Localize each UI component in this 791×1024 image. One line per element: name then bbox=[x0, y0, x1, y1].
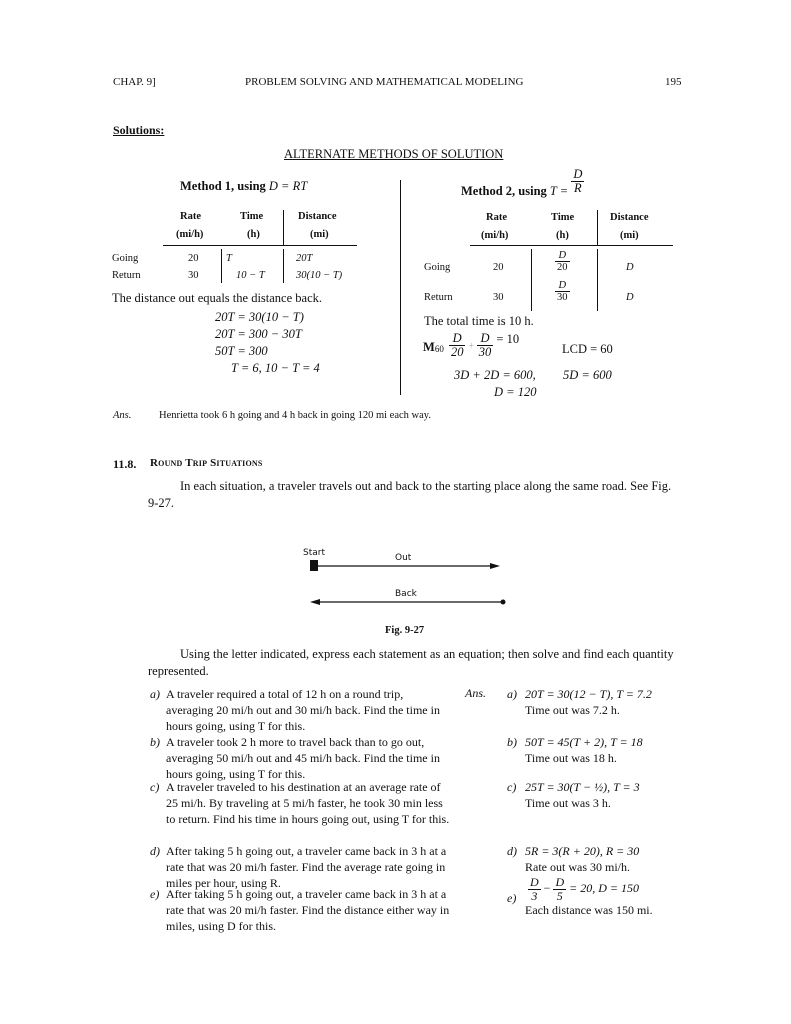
m1-row-return-time: 10 − T bbox=[236, 270, 265, 281]
out-arrowhead bbox=[490, 563, 500, 569]
start-label: Start bbox=[303, 548, 325, 558]
m1-row-return-rate: 30 bbox=[188, 270, 199, 281]
m1-col-distance: Distance bbox=[298, 211, 337, 222]
answer-b: b) 50T = 45(T + 2), T = 18 Time out was 18 h. bbox=[507, 735, 643, 765]
answer-c: c) 25T = 30(T − ½), T = 3 Time out was 3 h. bbox=[507, 780, 640, 810]
problem-c: c) A traveler traveled to his destination at an average rate of 25 mi/h. By traveling at 5 mi/h faster, he took 30 min less to return. Find his time in hours going out, using T for this. bbox=[150, 780, 450, 826]
m2-row-return-label: Return bbox=[424, 292, 453, 303]
m2-col-divider-2 bbox=[597, 249, 598, 311]
problem-e: e) After taking 5 h going out, a traveler came back in 3 h at a rate that was 20 mi/h faster. Find the distance either way in miles, using D for this. bbox=[150, 887, 450, 933]
m2-col-rate: Rate bbox=[486, 212, 507, 223]
back-label: Back bbox=[395, 589, 417, 599]
m1-col-divider-1 bbox=[221, 249, 222, 283]
problem-b: b) A traveler took 2 h more to travel back than to go out, averaging 50 mi/h out and 45 mi/h back. Find the time in hours going, using T for this. bbox=[150, 735, 440, 781]
method2-title: Method 2, using T = $\frac{D}{R}$ bbox=[461, 167, 583, 198]
chapter-label: CHAP. 9] bbox=[113, 76, 156, 88]
m2-col-time-unit: (h) bbox=[556, 230, 569, 241]
solutions-label: Solutions: bbox=[113, 123, 165, 137]
m1-statement: The distance out equals the distance back. bbox=[112, 291, 322, 305]
m2-line3: D = 120 bbox=[494, 385, 537, 399]
m1-row-going-time: T bbox=[226, 253, 232, 264]
figure-caption: Fig. 9-27 bbox=[385, 625, 425, 636]
m2-lcd: LCD = 60 bbox=[562, 342, 613, 356]
m2-row-going-label: Going bbox=[424, 262, 451, 273]
m2-col-time: Time bbox=[551, 212, 575, 223]
section-intro: In each situation, a traveler travels out and back to the starting place along the same road. See Fig. 9-27. bbox=[148, 479, 672, 510]
m2-row-going-rate: 20 bbox=[493, 262, 504, 273]
m2-equation: $M_{60}$ $\frac{D}{20}$ + $\frac{D}{30}$ = 10 bbox=[423, 331, 520, 360]
methods-divider bbox=[400, 180, 401, 395]
section-title: Round Trip Situations bbox=[150, 457, 263, 469]
m1-row-return-distance: 30(10 − T) bbox=[296, 270, 343, 281]
out-label: Out bbox=[395, 553, 412, 563]
m1-row-return-label: Return bbox=[112, 270, 141, 281]
answer-d: d) 5R = 3(R + 20), R = 30 Rate out was 30 mi/h. bbox=[507, 844, 640, 874]
m1-row-going-label: Going bbox=[112, 253, 139, 264]
turnaround-dot bbox=[501, 600, 506, 605]
round-trip-figure bbox=[300, 540, 520, 615]
problem-a: a) A traveler required a total of 12 h on a round trip, averaging 20 mi/h out and 30 mi/h back. Find the time in hours going, using T for this. bbox=[150, 687, 440, 733]
m2-header-rule bbox=[470, 245, 673, 246]
m1-row-going-distance: 20T bbox=[296, 253, 313, 264]
m2-col-divider-top bbox=[597, 210, 598, 245]
m1-col-rate-unit: (mi/h) bbox=[176, 229, 204, 240]
problem-d: d) After taking 5 h going out, a traveler came back in 3 h at a rate that was 20 mi/h faster. Find the average rate going in miles per hour, using R. bbox=[150, 844, 447, 890]
m1-col-rate: Rate bbox=[180, 211, 201, 222]
m1-step-1: 20T = 30(10 − T) bbox=[215, 310, 304, 324]
m2-row-return-distance: D bbox=[626, 292, 634, 303]
m1-step-3: 50T = 300 bbox=[215, 344, 268, 358]
m1-step-2: 20T = 300 − 30T bbox=[215, 327, 302, 341]
answer-text: Henrietta took 6 h going and 4 h back in going 120 mi each way. bbox=[159, 410, 431, 421]
m1-header-rule bbox=[163, 245, 357, 246]
back-arrowhead bbox=[310, 599, 320, 605]
m2-col-distance-unit: (mi) bbox=[620, 230, 639, 241]
method1-title: Method 1, using D = RT bbox=[180, 179, 308, 193]
m2-row-return-rate: 30 bbox=[493, 292, 504, 303]
m2-row-return-time: $\frac{D}{30}$ bbox=[557, 280, 568, 304]
m1-col-time: Time bbox=[240, 211, 264, 222]
page-number: 195 bbox=[665, 76, 682, 88]
m1-col-divider-2 bbox=[283, 249, 284, 283]
m2-statement: The total time is 10 h. bbox=[424, 314, 534, 328]
answers-heading: Ans. bbox=[465, 686, 486, 700]
m1-row-going-rate: 20 bbox=[188, 253, 199, 264]
m2-line2b: 5D = 600 bbox=[563, 368, 612, 382]
m2-row-going-distance: D bbox=[626, 262, 634, 273]
answer-e: e) $\frac{D}{3}$ − $\frac{D}{5}$ = 20, D = 150 Each distance was 150 mi. bbox=[507, 875, 653, 918]
m1-col-time-unit: (h) bbox=[247, 229, 260, 240]
answer-label: Ans. bbox=[113, 410, 132, 421]
m2-col-divider-1 bbox=[531, 249, 532, 311]
m2-col-distance: Distance bbox=[610, 212, 649, 223]
answer-a: a) 20T = 30(12 − T), T = 7.2 Time out was 7.2 h. bbox=[507, 687, 652, 717]
instructions: Using the letter indicated, express each statement as an equation; then solve and find each quantity represented. bbox=[148, 647, 674, 678]
m1-col-distance-unit: (mi) bbox=[310, 229, 329, 240]
alt-methods-title: ALTERNATE METHODS OF SOLUTION bbox=[284, 147, 504, 161]
m2-line2: 3D + 2D = 600, bbox=[454, 368, 536, 382]
m2-row-going-time: $\frac{D}{20}$ bbox=[557, 250, 568, 274]
running-title: PROBLEM SOLVING AND MATHEMATICAL MODELING bbox=[245, 76, 524, 88]
section-number: 11.8. bbox=[113, 457, 137, 471]
m2-col-rate-unit: (mi/h) bbox=[481, 230, 509, 241]
m1-step-4: T = 6, 10 − T = 4 bbox=[231, 361, 320, 375]
m1-col-divider-top bbox=[283, 210, 284, 245]
